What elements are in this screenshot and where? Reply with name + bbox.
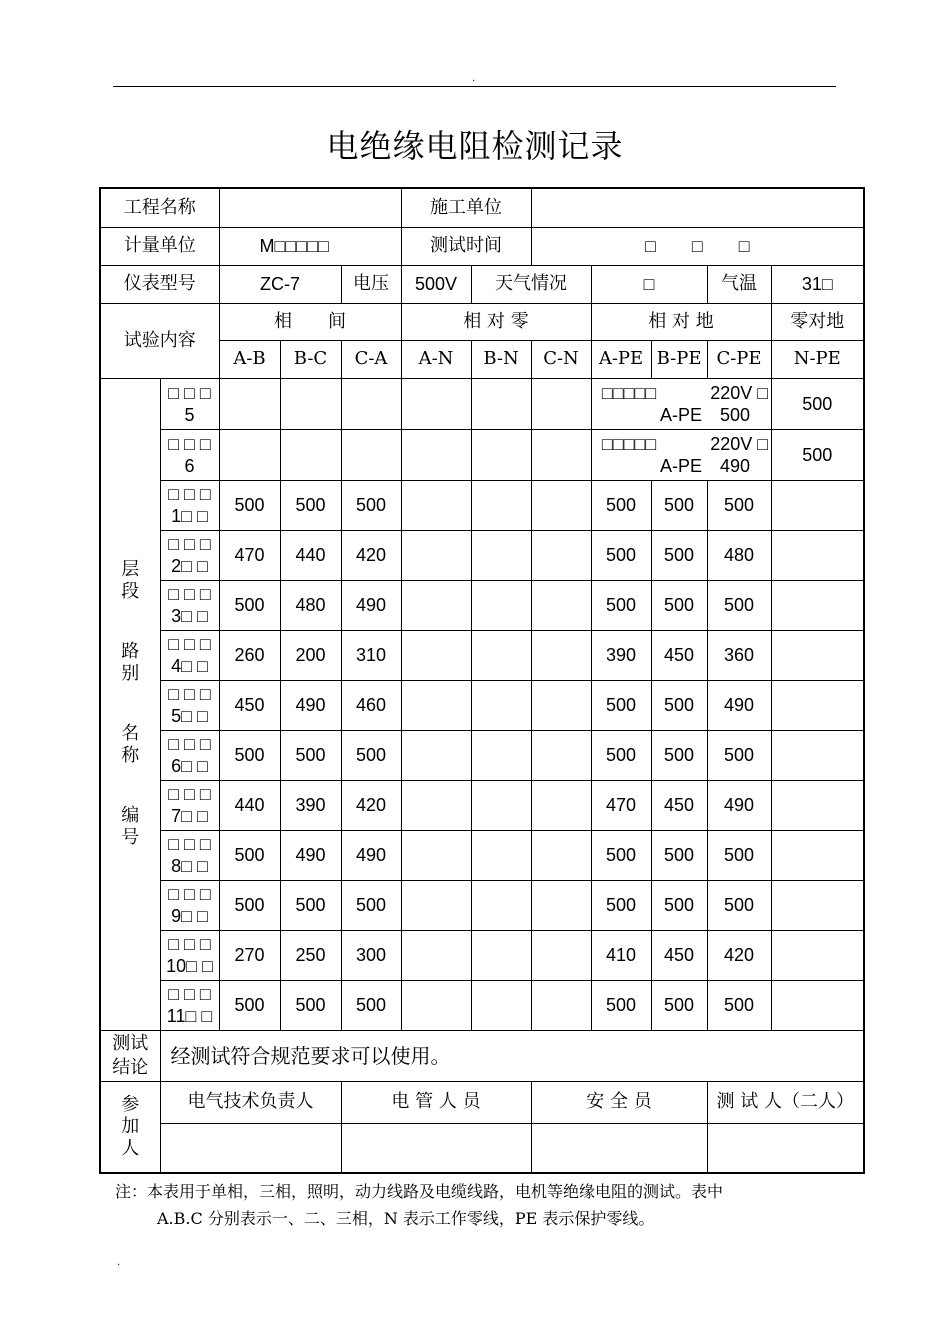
value-cell xyxy=(471,780,531,830)
table-row xyxy=(100,580,864,630)
npe-cell xyxy=(771,880,864,930)
project-name-label: 工程名称 xyxy=(100,188,219,227)
value-cell: 500 xyxy=(219,730,280,780)
npe-cell xyxy=(771,930,864,980)
col-header: B-PE xyxy=(651,340,707,378)
value-cell: 490 xyxy=(707,780,771,830)
value-cell: 500 xyxy=(280,480,341,530)
table-row xyxy=(100,480,864,530)
side-label-char: 名 xyxy=(121,723,140,744)
row-label xyxy=(160,429,219,480)
value-cell xyxy=(531,730,591,780)
col-header: A-PE xyxy=(591,340,651,378)
info-row-1 xyxy=(100,188,864,227)
value-cell: 500 xyxy=(591,980,651,1030)
info-row-2 xyxy=(100,227,864,265)
value-cell: 480 xyxy=(707,530,771,580)
row-label-line-2: 2□ □ xyxy=(171,556,208,576)
row-label xyxy=(160,730,219,780)
value-cell: 270 xyxy=(219,930,280,980)
value-cell: 490 xyxy=(280,680,341,730)
npe-cell xyxy=(771,780,864,830)
participant-sign-2 xyxy=(341,1123,531,1173)
row-label xyxy=(160,580,219,630)
value-cell: 500 xyxy=(219,580,280,630)
side-label-gap xyxy=(101,767,160,805)
value-cell: 470 xyxy=(219,530,280,580)
test-time-value: □ □ □ xyxy=(531,227,864,265)
table-row xyxy=(100,630,864,680)
npe-cell xyxy=(771,580,864,630)
value-cell: 500 xyxy=(651,980,707,1030)
conclusion-row xyxy=(100,1030,864,1081)
row-label-line-2: 4□ □ xyxy=(171,656,208,676)
value-cell xyxy=(401,980,471,1030)
value-cell: 500 xyxy=(591,580,651,630)
meter-value: ZC-7 xyxy=(219,265,341,303)
table-row xyxy=(100,880,864,930)
constructor-label: 施工单位 xyxy=(401,188,531,227)
unit-value: M□□□□□ xyxy=(219,227,401,265)
participant-sign-3 xyxy=(531,1123,707,1173)
table-row xyxy=(100,930,864,980)
value-cell: 420 xyxy=(341,780,401,830)
npe-cell xyxy=(771,630,864,680)
project-name-value xyxy=(219,188,401,227)
value-cell: 450 xyxy=(651,630,707,680)
row-label-line-2: 7□ □ xyxy=(171,806,208,826)
group-ground: 相 对 地 xyxy=(591,303,771,340)
value-cell xyxy=(471,480,531,530)
value-cell: 500 xyxy=(341,880,401,930)
value-cell: 450 xyxy=(651,930,707,980)
value-cell xyxy=(471,378,531,429)
participants-label-char: 人 xyxy=(121,1137,140,1159)
weather-value: □ xyxy=(591,265,707,303)
value-cell: 490 xyxy=(280,830,341,880)
value-cell xyxy=(471,730,531,780)
value-cell xyxy=(471,930,531,980)
npe-cell: 500 xyxy=(771,378,864,429)
value-cell: 500 xyxy=(651,580,707,630)
row-label-line-1: □ □ □ xyxy=(168,934,211,954)
value-cell xyxy=(471,680,531,730)
value-cell: 500 xyxy=(707,880,771,930)
value-cell xyxy=(531,930,591,980)
header-rule xyxy=(113,86,836,87)
row-label xyxy=(160,930,219,980)
value-cell: 420 xyxy=(707,930,771,980)
value-cell: 500 xyxy=(591,480,651,530)
value-cell xyxy=(471,980,531,1030)
value-cell: 500 xyxy=(219,880,280,930)
value-cell xyxy=(280,429,341,480)
value-cell xyxy=(219,378,280,429)
participants-label-char: 加 xyxy=(121,1115,140,1137)
value-cell: 470 xyxy=(591,780,651,830)
row-label xyxy=(160,630,219,680)
row-label xyxy=(160,880,219,930)
value-cell: 500 xyxy=(219,830,280,880)
value-cell xyxy=(401,630,471,680)
participant-sign-1 xyxy=(160,1123,341,1173)
npe-cell xyxy=(771,680,864,730)
side-label-char: 路 xyxy=(121,641,140,662)
value-cell: 500 xyxy=(707,980,771,1030)
value-cell: 500 xyxy=(651,880,707,930)
footnote xyxy=(115,1178,865,1232)
info-row-3 xyxy=(100,265,864,303)
group-phase: 相 间 xyxy=(219,303,401,340)
row-label-line-1: □ □ □ xyxy=(168,984,211,1004)
unit-label: 计量单位 xyxy=(100,227,219,265)
row-label-line-1: □ □ □ xyxy=(168,684,211,704)
value-cell xyxy=(471,530,531,580)
row-label-line-2: 6 xyxy=(184,455,195,476)
value-cell: 500 xyxy=(651,830,707,880)
value-cell xyxy=(531,530,591,580)
test-time-label: 测试时间 xyxy=(401,227,531,265)
footnote-line-1: 注：本表用于单相，三相，照明，动力线路及电缆线路，电机等绝缘电阻的测试。表中 xyxy=(115,1182,724,1201)
table-row xyxy=(100,830,864,880)
table-row xyxy=(100,378,864,429)
row-label xyxy=(160,480,219,530)
value-cell xyxy=(341,378,401,429)
group-n-ground: 零对地 xyxy=(771,303,864,340)
col-header: C-A xyxy=(341,340,401,378)
conclusion-label xyxy=(100,1030,160,1081)
col-header: B-C xyxy=(280,340,341,378)
ape-note-line-2: A-PE 500 xyxy=(659,404,751,425)
side-label-char: 称 xyxy=(121,745,140,766)
value-cell xyxy=(531,780,591,830)
value-cell: 360 xyxy=(707,630,771,680)
voltage-label: 电压 xyxy=(341,265,401,303)
npe-cell: 500 xyxy=(771,429,864,480)
group-neutral: 相 对 零 xyxy=(401,303,591,340)
ape-note xyxy=(591,378,771,429)
participant-role-1: 电气技术负责人 xyxy=(160,1081,341,1123)
value-cell xyxy=(401,680,471,730)
value-cell xyxy=(531,830,591,880)
value-cell xyxy=(531,429,591,480)
col-header: B-N xyxy=(471,340,531,378)
value-cell xyxy=(401,580,471,630)
table-row xyxy=(100,730,864,780)
value-cell: 300 xyxy=(341,930,401,980)
value-cell: 500 xyxy=(591,530,651,580)
npe-cell xyxy=(771,830,864,880)
value-cell xyxy=(401,378,471,429)
footer-dot: . xyxy=(117,1257,121,1268)
table-row xyxy=(100,780,864,830)
value-cell: 500 xyxy=(280,730,341,780)
constructor-value xyxy=(531,188,864,227)
participant-role-4: 测 试 人（二人） xyxy=(707,1081,864,1123)
row-label-line-1: □ □ □ xyxy=(168,784,211,804)
value-cell: 500 xyxy=(651,480,707,530)
row-label xyxy=(160,780,219,830)
value-cell xyxy=(471,630,531,680)
row-label-line-2: 10□ □ xyxy=(166,956,213,976)
col-header: A-N xyxy=(401,340,471,378)
side-label-char: 别 xyxy=(121,663,140,684)
value-cell: 500 xyxy=(707,730,771,780)
value-cell xyxy=(401,480,471,530)
value-cell: 500 xyxy=(707,830,771,880)
value-cell: 500 xyxy=(219,480,280,530)
value-cell xyxy=(341,429,401,480)
header-dot: . xyxy=(472,73,476,84)
value-cell: 250 xyxy=(280,930,341,980)
ape-note-line-1: □□□□□ 220V □ xyxy=(601,433,769,454)
participants-sign-row xyxy=(100,1123,864,1173)
value-cell xyxy=(471,580,531,630)
record-table xyxy=(99,187,865,1174)
value-cell: 390 xyxy=(280,780,341,830)
value-cell xyxy=(401,780,471,830)
row-label-line-1: □ □ □ xyxy=(168,634,211,654)
value-cell: 490 xyxy=(707,680,771,730)
value-cell xyxy=(401,930,471,980)
value-cell: 500 xyxy=(591,680,651,730)
value-cell: 500 xyxy=(341,980,401,1030)
row-label-line-2: 8□ □ xyxy=(171,856,208,876)
value-cell xyxy=(401,880,471,930)
row-label-line-1: □ □ □ xyxy=(168,433,211,454)
value-cell xyxy=(401,530,471,580)
value-cell: 440 xyxy=(280,530,341,580)
row-label-line-1: □ □ □ xyxy=(168,884,211,904)
row-label-line-2: 3□ □ xyxy=(171,606,208,626)
value-cell: 500 xyxy=(219,980,280,1030)
conclusion-text: 经测试符合规范要求可以使用。 xyxy=(160,1030,864,1081)
npe-cell xyxy=(771,730,864,780)
temp-value: 31□ xyxy=(771,265,864,303)
table-row xyxy=(100,680,864,730)
row-label-line-2: 9□ □ xyxy=(171,906,208,926)
row-label-line-1: □ □ □ xyxy=(168,584,211,604)
weather-label: 天气情况 xyxy=(471,265,591,303)
col-header: N-PE xyxy=(771,340,864,378)
participant-role-3: 安 全 员 xyxy=(531,1081,707,1123)
side-label-gap xyxy=(101,603,160,641)
value-cell xyxy=(219,429,280,480)
value-cell xyxy=(401,830,471,880)
row-label-line-1: □ □ □ xyxy=(168,382,211,403)
value-cell xyxy=(401,730,471,780)
value-cell: 500 xyxy=(341,730,401,780)
value-cell xyxy=(471,830,531,880)
value-cell: 500 xyxy=(707,480,771,530)
value-cell xyxy=(531,980,591,1030)
value-cell: 500 xyxy=(280,880,341,930)
table-row xyxy=(100,429,864,480)
value-cell: 490 xyxy=(341,830,401,880)
value-cell: 480 xyxy=(280,580,341,630)
meter-label: 仪表型号 xyxy=(100,265,219,303)
value-cell: 500 xyxy=(651,680,707,730)
npe-cell xyxy=(771,980,864,1030)
value-cell: 450 xyxy=(651,780,707,830)
row-label xyxy=(160,378,219,429)
side-label-char: 编 xyxy=(121,805,140,826)
value-cell xyxy=(531,630,591,680)
row-label-line-2: 5□ □ xyxy=(171,706,208,726)
row-label xyxy=(160,680,219,730)
value-cell: 500 xyxy=(651,530,707,580)
value-cell: 490 xyxy=(341,580,401,630)
value-cell: 390 xyxy=(591,630,651,680)
value-cell xyxy=(531,378,591,429)
side-label-gap xyxy=(101,685,160,723)
test-content-label: 试验内容 xyxy=(100,303,219,378)
participants-label xyxy=(100,1081,160,1173)
row-label-line-2: 5 xyxy=(184,404,195,425)
value-cell: 440 xyxy=(219,780,280,830)
participants-label-char: 参 xyxy=(121,1093,140,1115)
value-cell xyxy=(531,680,591,730)
col-header: A-B xyxy=(219,340,280,378)
value-cell: 500 xyxy=(341,480,401,530)
page-title: 电绝缘电阻检测记录 xyxy=(326,127,624,165)
side-label xyxy=(100,378,160,1030)
participant-sign-4 xyxy=(707,1123,864,1173)
participants-header-row xyxy=(100,1081,864,1123)
row-label xyxy=(160,830,219,880)
npe-cell xyxy=(771,530,864,580)
ape-note-line-1: □□□□□ 220V □ xyxy=(601,382,769,403)
value-cell xyxy=(471,429,531,480)
footnote-line-2: A.B.C 分别表示一、二、三相，N 表示工作零线，PE 表示保护零线。 xyxy=(157,1209,655,1228)
side-label-char: 层 xyxy=(121,559,140,580)
value-cell: 500 xyxy=(591,880,651,930)
value-cell: 200 xyxy=(280,630,341,680)
test-content-group-row xyxy=(100,303,864,340)
table-row xyxy=(100,530,864,580)
side-label-char: 段 xyxy=(121,581,140,602)
value-cell xyxy=(531,880,591,930)
value-cell: 410 xyxy=(591,930,651,980)
row-label-line-1: □ □ □ xyxy=(168,734,211,754)
value-cell: 260 xyxy=(219,630,280,680)
value-cell: 500 xyxy=(280,980,341,1030)
value-cell: 500 xyxy=(591,730,651,780)
value-cell: 450 xyxy=(219,680,280,730)
row-label-line-2: 6□ □ xyxy=(171,756,208,776)
ape-note xyxy=(591,429,771,480)
row-label xyxy=(160,980,219,1030)
row-label-line-1: □ □ □ xyxy=(168,534,211,554)
col-header: C-PE xyxy=(707,340,771,378)
temp-label: 气温 xyxy=(707,265,771,303)
value-cell: 460 xyxy=(341,680,401,730)
conclusion-label-1: 测试 xyxy=(112,1032,149,1054)
value-cell: 500 xyxy=(591,830,651,880)
value-cell xyxy=(471,880,531,930)
row-label-line-2: 1□ □ xyxy=(171,506,208,526)
row-label-line-1: □ □ □ xyxy=(168,834,211,854)
conclusion-label-2: 结论 xyxy=(112,1056,149,1078)
row-label xyxy=(160,530,219,580)
voltage-value: 500V xyxy=(401,265,471,303)
row-label-line-1: □ □ □ xyxy=(168,484,211,504)
value-cell: 310 xyxy=(341,630,401,680)
table-row xyxy=(100,980,864,1030)
value-cell xyxy=(531,480,591,530)
value-cell xyxy=(531,580,591,630)
participant-role-2: 电 管 人 员 xyxy=(341,1081,531,1123)
npe-cell xyxy=(771,480,864,530)
side-label-char: 号 xyxy=(121,827,140,848)
value-cell: 500 xyxy=(651,730,707,780)
value-cell xyxy=(280,378,341,429)
value-cell: 500 xyxy=(707,580,771,630)
value-cell xyxy=(401,429,471,480)
ape-note-line-2: A-PE 490 xyxy=(659,455,751,476)
value-cell: 420 xyxy=(341,530,401,580)
row-label-line-2: 11□ □ xyxy=(166,1006,213,1026)
col-header: C-N xyxy=(531,340,591,378)
